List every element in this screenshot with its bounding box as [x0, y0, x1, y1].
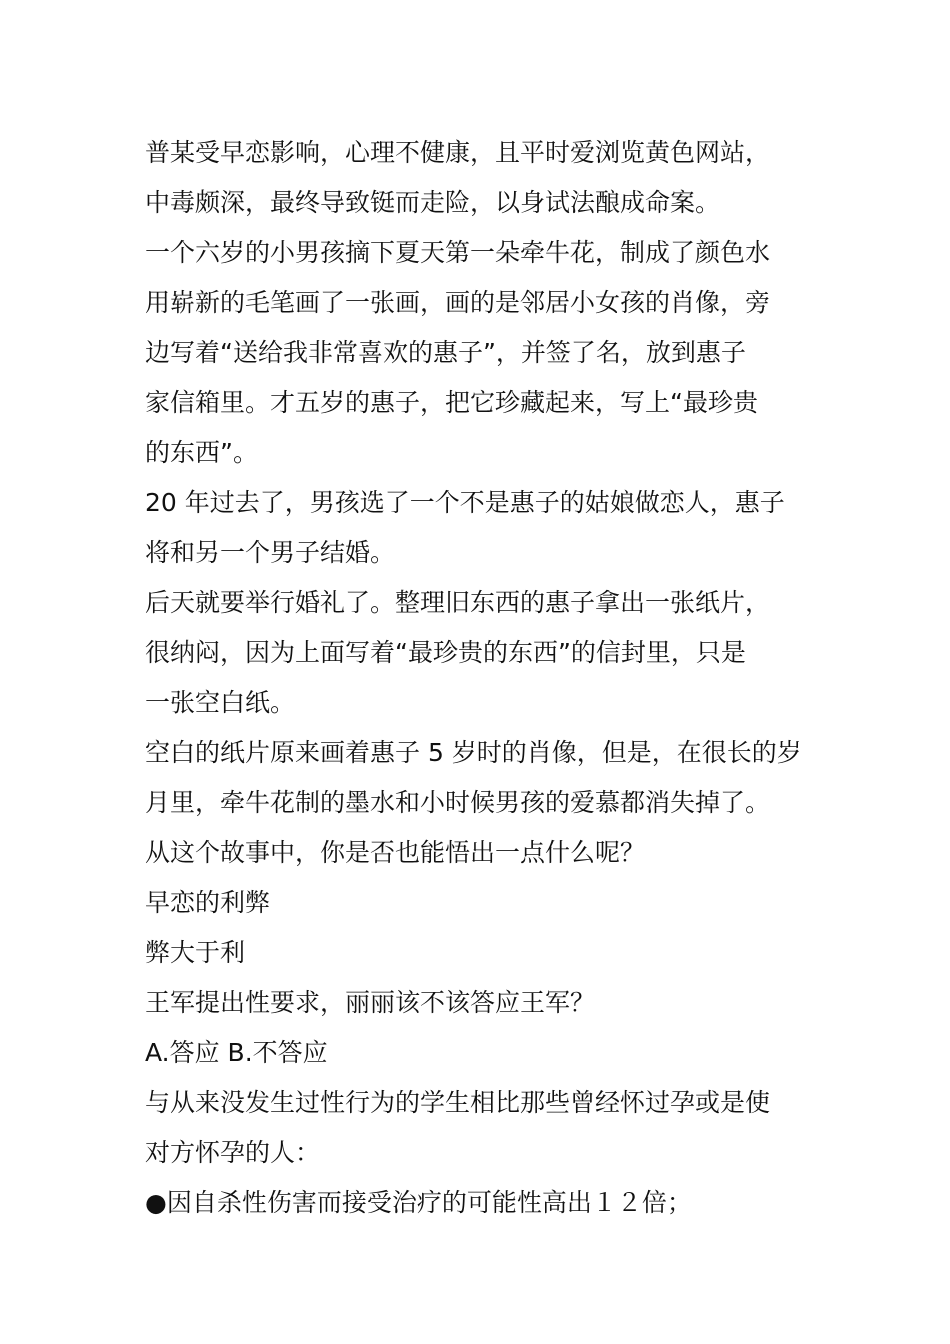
document-body — [145, 128, 813, 1228]
text-line: 一张空白纸。 — [145, 688, 296, 717]
bullet-item: ●因自杀性伤害而接受治疗的可能性高出１２倍； — [145, 1188, 692, 1217]
text-line: 的东西”。 — [145, 438, 258, 467]
text-line: 家信箱里。才五岁的惠子，把它珍藏起来，写上“最珍贵 — [145, 388, 758, 417]
section-heading: 早恋的利弊 — [145, 888, 271, 917]
answer-options: A.答应 B.不答应 — [145, 1038, 328, 1067]
text-line: 后天就要举行婚礼了。整理旧东西的惠子拿出一张纸片， — [145, 588, 771, 617]
text-line: 空白的纸片原来画着惠子 5 岁时的肖像，但是，在很长的岁 — [145, 738, 802, 767]
text-line: 边写着“送给我非常喜欢的惠子”，并签了名，放到惠子 — [145, 338, 746, 367]
text-line: 从这个故事中，你是否也能悟出一点什么呢？ — [145, 838, 646, 867]
text-line: 弊大于利 — [145, 938, 246, 967]
text-line: 月里，牵牛花制的墨水和小时候男孩的爱慕都消失掉了。 — [145, 788, 771, 817]
question-line: 王军提出性要求，丽丽该不该答应王军？ — [145, 988, 596, 1017]
text-line: 对方怀孕的人： — [145, 1138, 321, 1167]
text-line: 中毒颇深，最终导致铤而走险，以身试法酿成命案。 — [145, 188, 721, 217]
text-line: 与从来没发生过性行为的学生相比那些曾经怀过孕或是使 — [145, 1088, 771, 1117]
text-line: 一个六岁的小男孩摘下夏天第一朵牵牛花，制成了颜色水 — [145, 238, 771, 267]
text-line: 普某受早恋影响，心理不健康，且平时爱浏览黄色网站， — [145, 138, 771, 167]
text-line: 将和另一个男子结婚。 — [145, 538, 396, 567]
text-line: 20 年过去了，男孩选了一个不是惠子的姑娘做恋人，惠子 — [145, 488, 785, 517]
text-line: 很纳闷，因为上面写着“最珍贵的东西”的信封里，只是 — [145, 638, 746, 667]
text-line: 用崭新的毛笔画了一张画，画的是邻居小女孩的肖像，旁 — [145, 288, 771, 317]
